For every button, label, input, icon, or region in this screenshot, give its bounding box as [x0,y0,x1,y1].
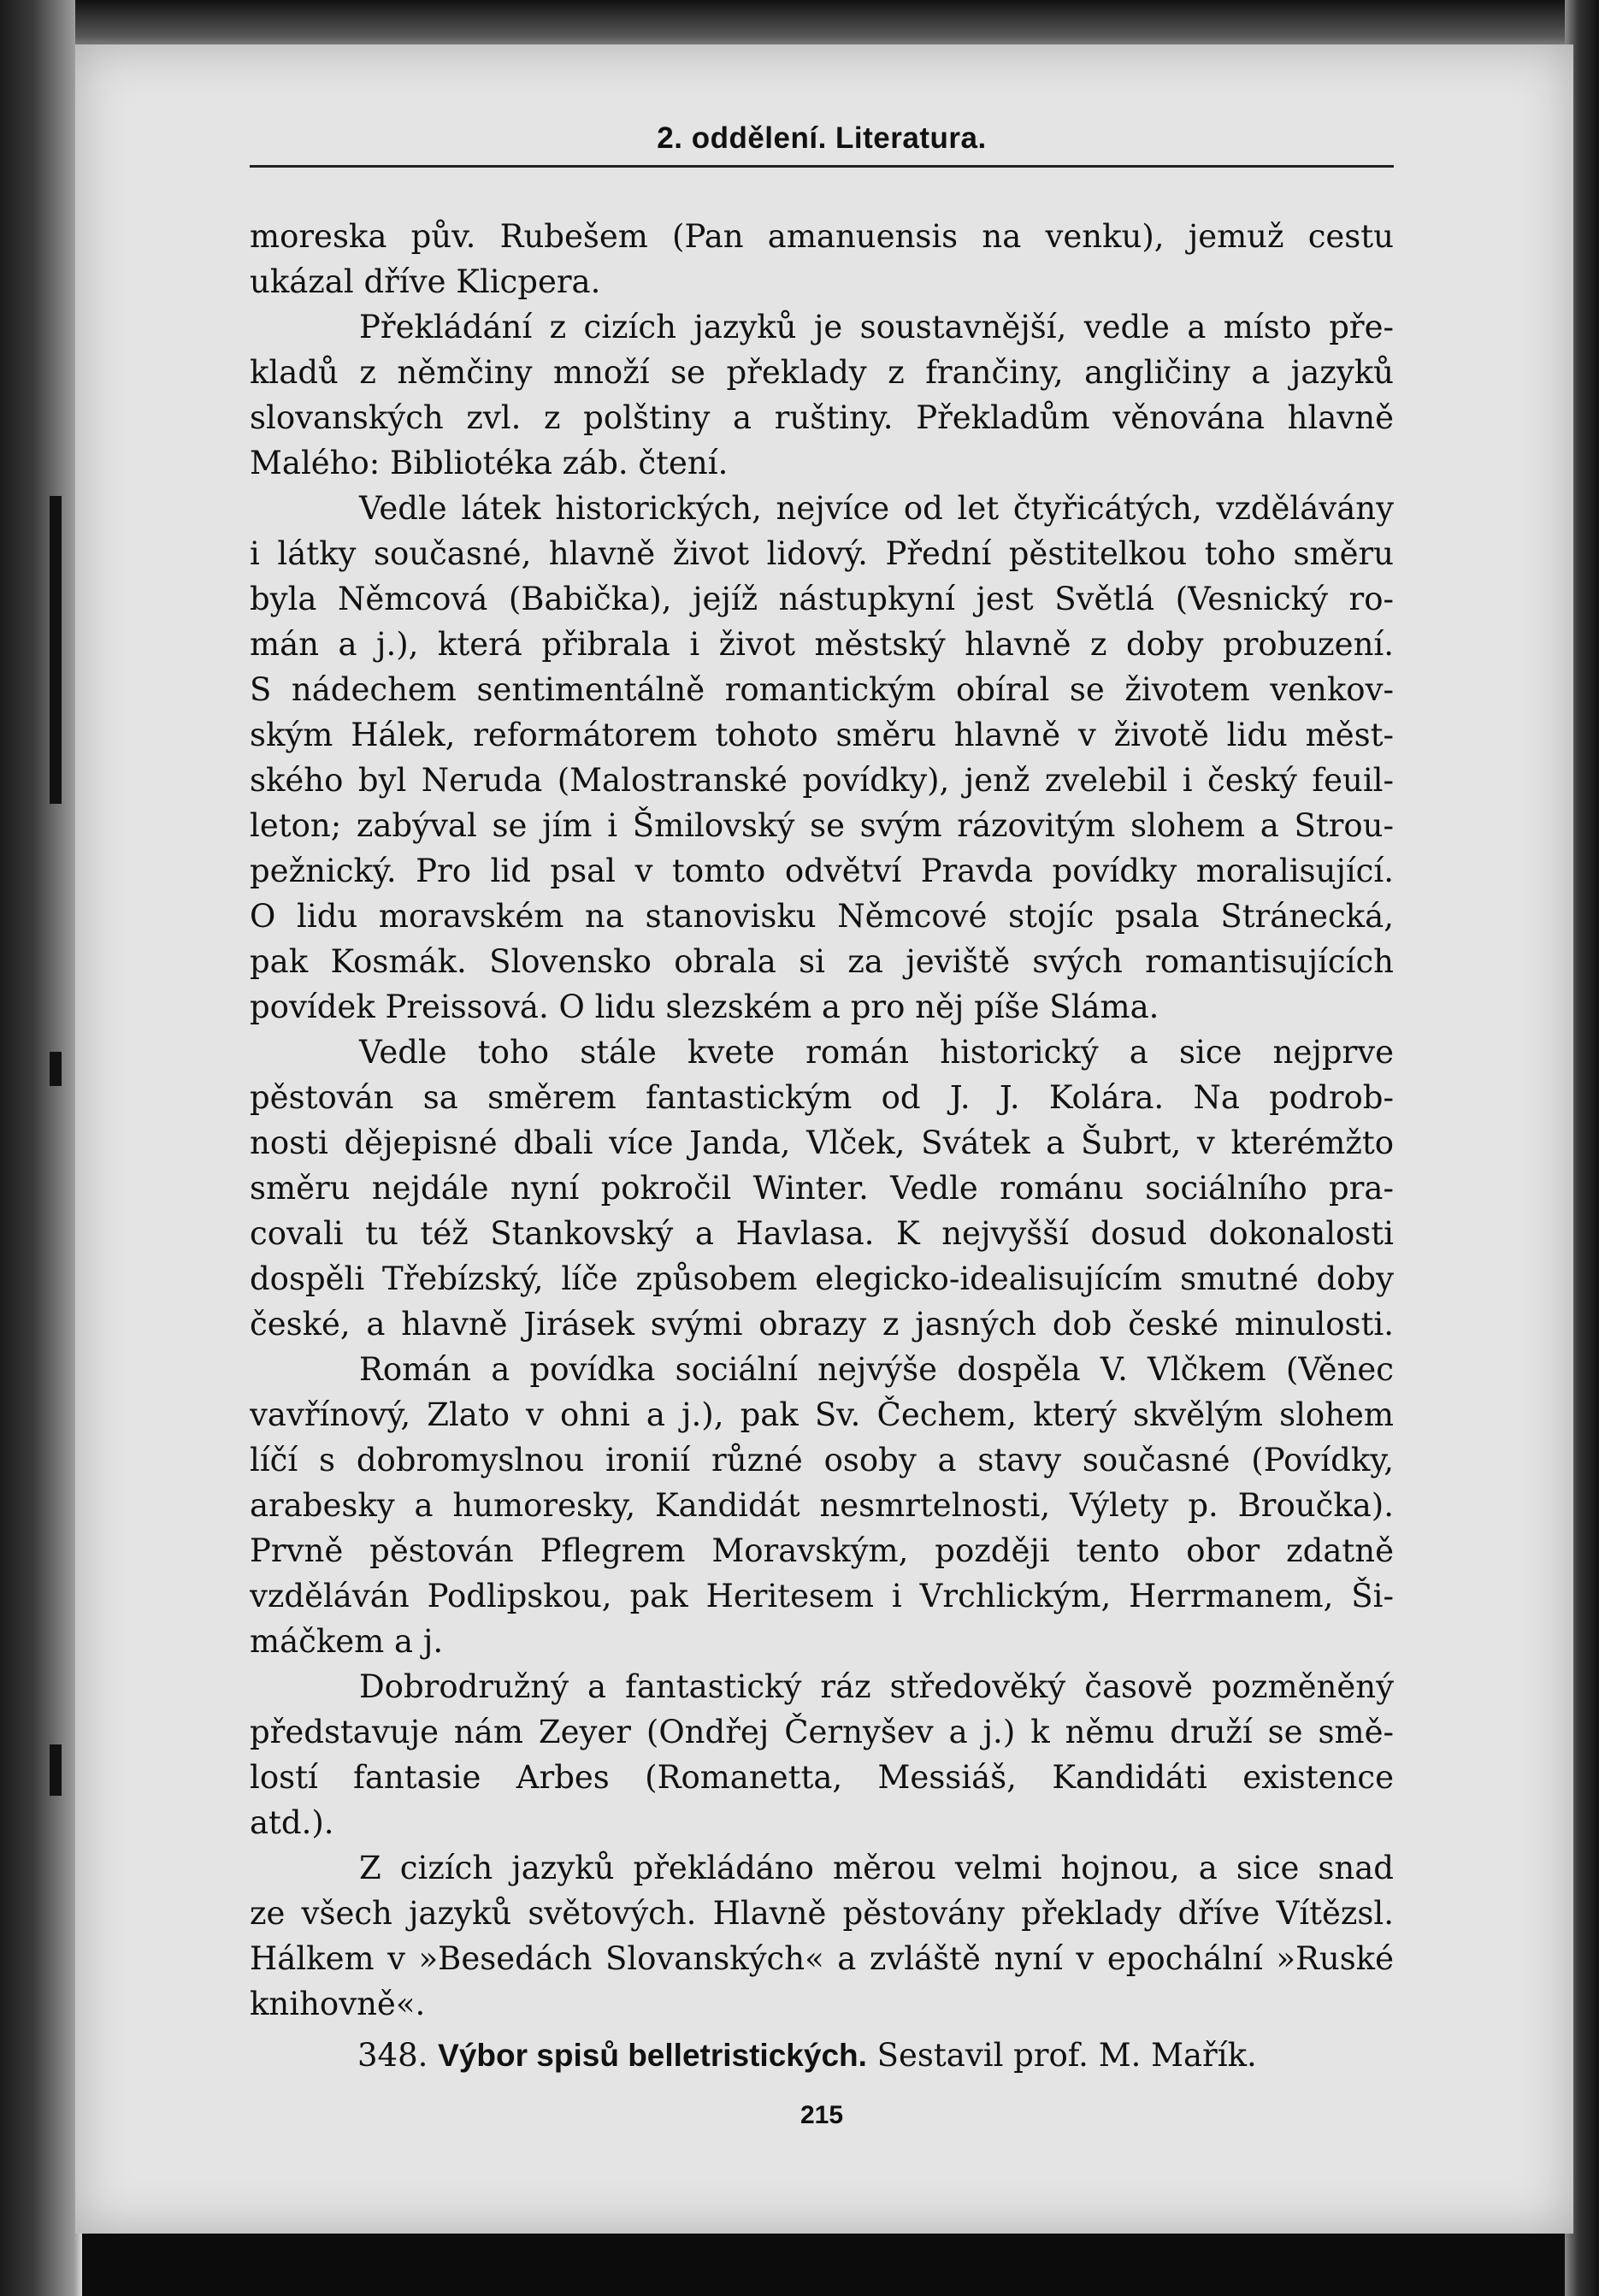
text-line: S nádechem sentimentálně romantickým obíral se životem venkov- [250,671,1394,708]
text-line: povídek Preissová. O lidu slezském a pro něj píše Sláma. [250,989,1159,1025]
text-line: české, a hlavně Jirásek svými obrazy z jasných dob české minulosti. [250,1306,1394,1343]
text-line: Malého: Bibliotéka záb. čtení. [250,445,729,481]
text-line: vzděláván Podlipskou, pak Heritesem i Vrchlickým, Herrmanem, Ši- [250,1578,1394,1614]
text-line: Překládání z cizích jazyků je soustavnější, vedle a místo pře- [359,309,1394,345]
text-line: Dobrodružný a fantastický ráz středověký časově pozměněný [359,1668,1394,1705]
text-line: Vedle látek historických, nejvíce od let čtyřicátých, vzdělávány [359,490,1394,527]
text-line: směru nejdále nyní pokročil Winter. Vedle románu sociálního pra- [250,1170,1394,1207]
entry-title: Výbor spisů belletristických. [438,2038,867,2073]
text-line: ukázal dříve Klicpera. [250,263,601,300]
catalog-entry [357,2033,1257,2078]
header-rule [250,165,1394,168]
entry-number: 348. [357,2037,428,2074]
text-line: kladů z němčiny množí se překlady z frančiny, angličiny a jazyků [250,354,1394,391]
text-line: pežnický. Pro lid psal v tomto odvětví Pravda povídky moralisující. [250,853,1394,889]
text-line: leton; zabýval se jím i Šmilovský se svým rázovitým slohem a Strou- [250,807,1394,844]
margin-mark [50,1052,62,1086]
text-line: nosti dějepisné dbali více Janda, Vlček, Svátek a Šubrt, v kterémžto [250,1124,1394,1161]
text-line: vavřínový, Zlato v ohni a j.), pak Sv. Čechem, který skvělým slohem [250,1396,1394,1433]
text-line: ským Hálek, reformátorem tohoto směru hlavně v životě lidu měst- [250,717,1394,753]
text-line: Prvně pěstován Pflegrem Moravským, později tento obor zdatně [250,1532,1394,1569]
text-line: představuje nám Zeyer (Ondřej Černyšev a j.) k němu druží se smě- [250,1714,1394,1750]
text-line: covali tu též Stankovský a Havlasa. K nejvyšší dosud dokonalosti [250,1215,1394,1252]
text-line: Vedle toho stále kvete román historický a sice nejprve [359,1034,1394,1071]
text-line: dospěli Třebízský, líče způsobem elegicko-idealisujícím smutné doby [250,1260,1394,1297]
text-line: arabesky a humoresky, Kandidát nesmrtelnosti, Výlety p. Broučka). [250,1487,1394,1524]
text-line: pěstován sa směrem fantastickým od J. J. Kolára. Na podrob- [250,1079,1394,1116]
text-line: líčí s dobromyslnou ironií různé osoby a stavy současné (Povídky, [250,1442,1394,1479]
running-header: 2. oddělení. Literatura. [657,121,987,155]
page-number: 215 [800,2101,844,2129]
text-line: i látky současné, hlavně život lidový. Přední pěstitelkou toho směru [250,535,1394,572]
text-line: slovanských zvl. z polštiny a ruštiny. Překladům věnována hlavně [250,399,1394,436]
text-line: pak Kosmák. Slovensko obrala si za jeviště svých romantisujících [250,943,1394,980]
entry-rest: Sestavil prof. M. Mařík. [876,2037,1257,2074]
text-line: moreska pův. Rubešem (Pan amanuensis na venku), jemuž cestu [250,218,1394,255]
margin-mark [50,496,62,804]
text-line: mán a j.), která přibrala i život městský hlavně z doby probuzení. [250,626,1394,663]
text-line: Hálkem v »Besedách Slovanských« a zvláště nyní v epochální »Ruské [250,1940,1394,1977]
text-line: ze všech jazyků světových. Hlavně pěstovány překlady dříve Vítězsl. [250,1895,1394,1932]
text-line: atd.). [250,1804,334,1841]
margin-mark [50,1744,62,1796]
scan-left-edge [0,0,82,2296]
text-line: Román a povídka sociální nejvýše dospěla V. Vlčkem (Věnec [359,1351,1394,1388]
text-line: lostí fantasie Arbes (Romanetta, Messiáš, Kandidáti existence [250,1759,1394,1796]
body-text [250,214,1394,2027]
text-line: byla Němcová (Babička), jejíž nástupkyní jest Světlá (Vesnický ro- [250,581,1394,617]
text-line: Z cizích jazyků překládáno měrou velmi hojnou, a sice snad [359,1850,1394,1886]
text-line: knihovně«. [250,1986,426,2022]
text-line: máčkem a j. [250,1623,444,1660]
text-line: O lidu moravském na stanovisku Němcové stojíc psala Stránecká, [250,898,1394,935]
text-line: ského byl Neruda (Malostranské povídky), jenž zvelebil i český feuil- [250,762,1394,799]
